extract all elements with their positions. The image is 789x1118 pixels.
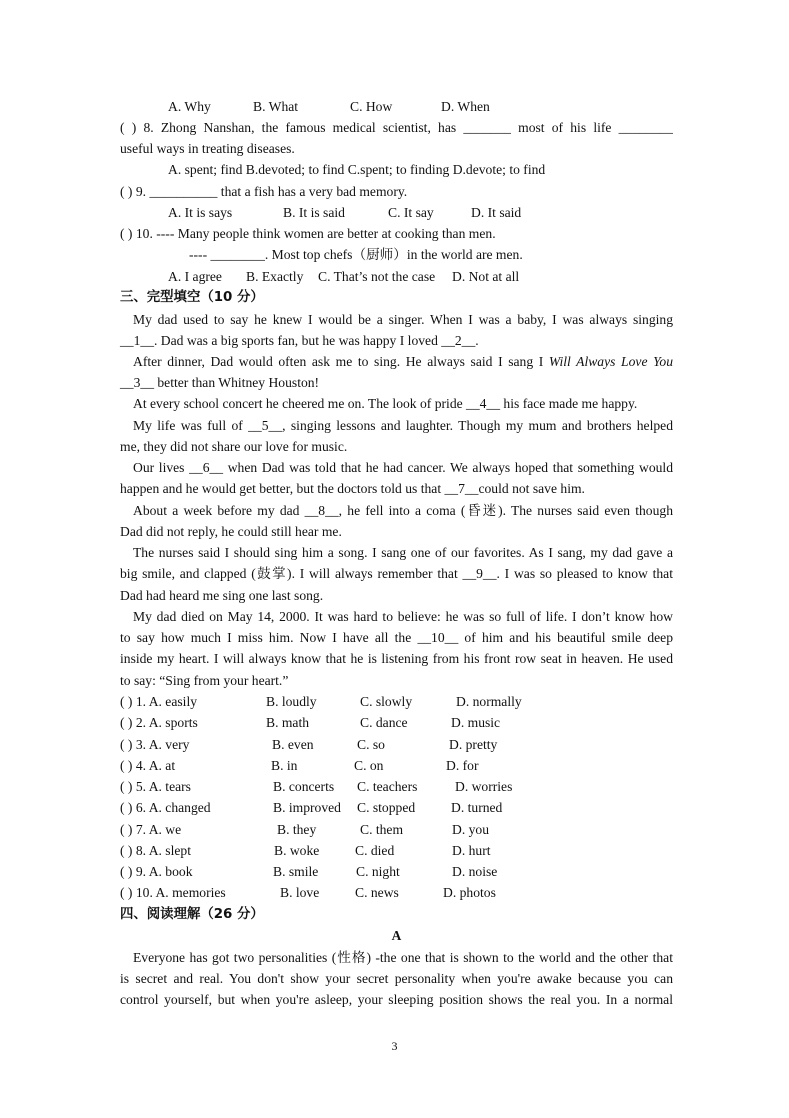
passage-line: The nurses said I should sing him a song. I sang one of our favorites. As I sang, my dad gave a xyxy=(133,545,673,560)
option-d: D. normally xyxy=(456,694,522,709)
option-a: A. It is says xyxy=(168,205,233,220)
passage-line: __3__ better than Whitney Houston! xyxy=(120,375,320,390)
question-stem: ( ) 7. A. we xyxy=(120,822,182,837)
option-b: B. even xyxy=(272,737,314,752)
option-c: C. night xyxy=(356,864,400,879)
q8-stem: ( ) 8. Zhong Nanshan, the famous medical scientist, has _______ most of his life ________ xyxy=(120,120,673,135)
option-d: D. turned xyxy=(451,800,503,815)
question-stem: ( ) 10. A. memories xyxy=(120,885,226,900)
question-stem: ( ) 1. A. easily xyxy=(120,694,198,709)
reading-line: control yourself, but when you're asleep, your sleeping position shows the real you. In a normal xyxy=(120,992,673,1007)
option-d: D. pretty xyxy=(449,737,498,752)
passage-line: me, they did not share our love for music. xyxy=(120,439,348,454)
option-c: C. It say xyxy=(388,205,434,220)
option-b: B. It is said xyxy=(283,205,345,220)
option-d: D. When xyxy=(441,99,490,114)
option-b: B. they xyxy=(277,822,317,837)
option-d: D. worries xyxy=(455,779,513,794)
option-b: B. smile xyxy=(273,864,319,879)
option-c: C. How xyxy=(350,99,393,114)
passage-line: inside my heart. I will always know that he is listening from his front row seat in heaven. He used xyxy=(120,651,673,666)
q10-stem: ( ) 10. ---- Many people think women are better at cooking than men. xyxy=(120,226,496,241)
option-c: C. teachers xyxy=(357,779,418,794)
passage-line: Dad did not reply, he could still hear me. xyxy=(120,524,342,539)
question-stem: ( ) 2. A. sports xyxy=(120,715,198,730)
section-heading-reading: 四、阅读理解（26 分） xyxy=(120,907,264,922)
option-c: C. dance xyxy=(360,715,408,730)
option-b: B. math xyxy=(266,715,310,730)
q9-stem: ( ) 9. __________ that a fish has a very bad memory. xyxy=(120,184,408,199)
question-stem: ( ) 6. A. changed xyxy=(120,800,211,815)
passage-line: to say how much I miss him. Now I have all the __10__ of him and his beautiful smile deep xyxy=(120,630,673,645)
passage-line: to say: “Sing from your heart.” xyxy=(120,673,289,688)
option-c: C. so xyxy=(357,737,385,752)
question-stem: ( ) 3. A. very xyxy=(120,737,190,752)
option-d: D. you xyxy=(452,822,490,837)
question-stem: ( ) 5. A. tears xyxy=(120,779,191,794)
q10-reply: ---- ________. Most top chefs（厨师）in the world are men. xyxy=(189,247,523,262)
passage-line: Dad had heard me sing one last song. xyxy=(120,588,324,603)
passage-line: big smile, and clapped (鼓掌). I will always remember that __9__. I was so pleased to know that xyxy=(120,566,673,581)
option-b: B. in xyxy=(271,758,298,773)
option-d: D. for xyxy=(446,758,479,773)
passage-label: A xyxy=(391,928,402,943)
song-title: Will Always Love You xyxy=(548,354,673,369)
q8-stem-cont: useful ways in treating diseases. xyxy=(120,141,295,156)
option-d: D. noise xyxy=(452,864,498,879)
passage-line: At every school concert he cheered me on. The look of pride __4__ his face made me happy. xyxy=(133,396,638,411)
page-number: 3 xyxy=(391,1039,398,1053)
question-stem: ( ) 9. A. book xyxy=(120,864,193,879)
q8-options: A. spent; find B.devoted; to find C.spent; to finding D.devote; to find xyxy=(168,162,546,177)
reading-line: Everyone has got two personalities (性格) -the one that is shown to the world and the other that xyxy=(133,950,673,965)
option-b: B. concerts xyxy=(273,779,335,794)
option-c: C. them xyxy=(360,822,404,837)
question-stem: ( ) 4. A. at xyxy=(120,758,176,773)
passage-line: happen and he would get better, but the doctors told us that __7__could not save him. xyxy=(120,481,585,496)
question-stem: ( ) 8. A. slept xyxy=(120,843,191,858)
option-b: B. loudly xyxy=(266,694,317,709)
passage-line: Our lives __6__ when Dad was told that he had cancer. We always hoped that something would xyxy=(133,460,673,475)
option-b: B. Exactly xyxy=(246,269,304,284)
option-d: D. Not at all xyxy=(452,269,520,284)
option-c: C. stopped xyxy=(357,800,416,815)
option-d: D. hurt xyxy=(452,843,491,858)
passage-text: After dinner, Dad would often ask me to sing. He always said I sang I xyxy=(133,354,549,369)
reading-line: is secret and real. You don't show your secret personality when you're awake because you can xyxy=(120,971,673,986)
option-b: B. woke xyxy=(274,843,320,858)
passage-line: About a week before my dad __8__, he fell into a coma (昏迷). The nurses said even though xyxy=(133,503,673,518)
option-a: A. Why xyxy=(168,99,211,114)
passage-line xyxy=(133,353,673,371)
option-c: C. died xyxy=(355,843,395,858)
passage-line: My dad died on May 14, 2000. It was hard to believe: he was so full of life. I don’t know how xyxy=(133,609,673,624)
passage-line: My dad used to say he knew I would be a singer. When I was a baby, I was always singing xyxy=(133,312,673,327)
option-b: B. improved xyxy=(273,800,341,815)
option-d: D. photos xyxy=(443,885,496,900)
option-c: C. That’s not the case xyxy=(318,269,436,284)
passage-line: __1__. Dad was a big sports fan, but he was happy I loved __2__. xyxy=(120,333,479,348)
option-a: A. I agree xyxy=(168,269,222,284)
option-c: C. slowly xyxy=(360,694,413,709)
section-heading-cloze: 三、完型填空（10 分） xyxy=(120,290,264,305)
option-c: C. news xyxy=(355,885,399,900)
passage-line: My life was full of __5__, singing lessons and laughter. Though my mum and brothers helped xyxy=(133,418,673,433)
option-c: C. on xyxy=(354,758,384,773)
option-d: D. music xyxy=(451,715,501,730)
option-b: B. love xyxy=(280,885,320,900)
option-b: B. What xyxy=(253,99,299,114)
option-d: D. It said xyxy=(471,205,522,220)
